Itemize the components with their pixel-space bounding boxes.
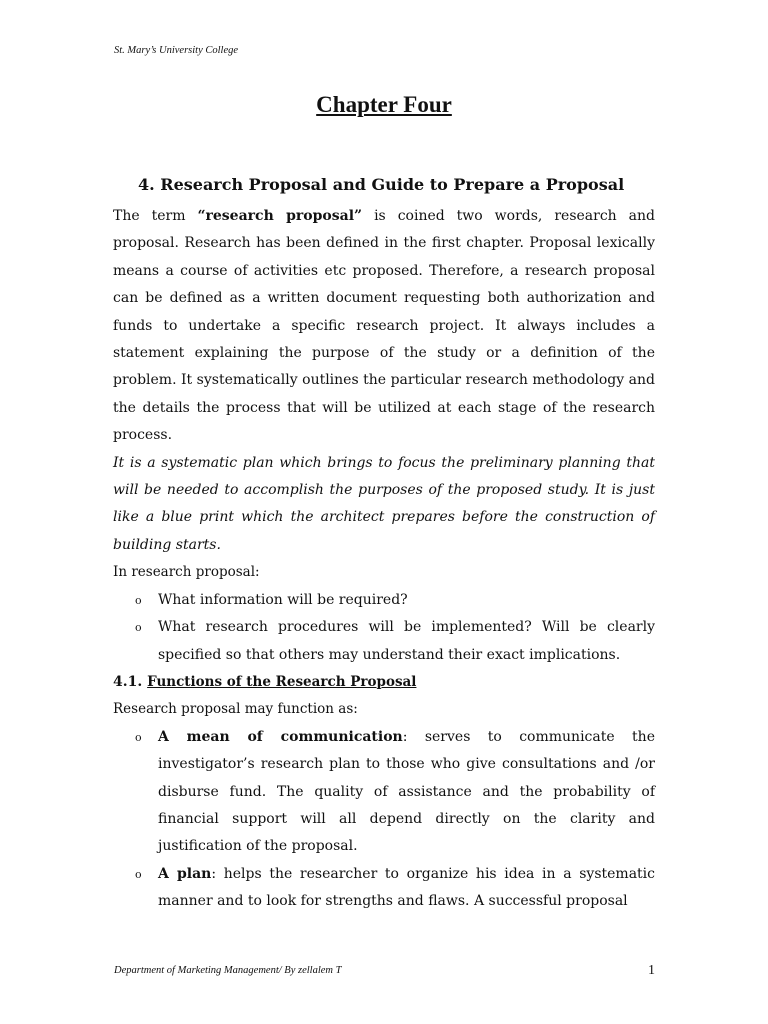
intro-term: “research proposal” [197, 208, 363, 224]
bullet-marker: o [135, 593, 142, 607]
list-item [113, 861, 655, 916]
intro-paragraph [113, 203, 655, 450]
intro-post: is coined two words, research and proposal. Research has been defined in the first chapter. Proposal lexically means a course of activities etc proposed. Therefore, a research proposal can be defined as a written document requesting both authorization and funds to undertake a specific research project. It always includes a statement explaining the purpose of the study or a definition of the problem. It systematically outlines the particular research methodology and the details the process that will be utilized at each stage of the research process. [113, 208, 655, 444]
intro-pre: The term [113, 208, 198, 224]
bullet-marker: o [135, 867, 142, 881]
italic-paragraph: It is a systematic plan which brings to focus the preliminary planning that will be needed to accomplish the purposes of the proposed study. It is just like a blue print which the architect prepares before the construction of building starts. [113, 454, 655, 553]
function-intro: Research proposal may function as: [113, 701, 358, 718]
list-item [113, 724, 655, 861]
function-description: : serves to communicate the investigator’s research plan to those who give consultations and /or disburse fund. The quality of assistance and the probability of financial support will all depend directly on the clarity and justification of the proposal. [158, 728, 655, 855]
subsection-heading [113, 669, 655, 696]
in-research-label: In research proposal: [113, 564, 260, 581]
bullet-marker: o [135, 621, 142, 635]
function-term: A mean of communication [158, 728, 403, 745]
subsection-title: Functions of the Research Proposal [147, 673, 417, 690]
running-header: St. Mary’s University College [114, 45, 239, 56]
chapter-title: Chapter Four [316, 92, 452, 117]
bullet-marker: o [135, 730, 142, 744]
list-item [113, 614, 655, 669]
function-list [113, 724, 655, 916]
section-heading: 4. Research Proposal and Guide to Prepare a Proposal [138, 175, 625, 194]
list-item [113, 587, 655, 614]
subsection-number: 4.1. [113, 673, 148, 690]
running-footer: Department of Marketing Management/ By zellalem T [114, 965, 342, 976]
page-number: 1 [648, 963, 655, 978]
function-term: A plan [158, 865, 212, 882]
list-item-text: What research procedures will be implemented? Will be clearly specified so that others may understand their exact implications. [158, 619, 655, 663]
function-description: : helps the researcher to organize his idea in a systematic manner and to look for strengths and flaws. A successful proposal [158, 865, 655, 910]
question-list [113, 587, 655, 669]
list-item-text: What information will be required? [158, 591, 408, 608]
body-text [113, 203, 655, 916]
